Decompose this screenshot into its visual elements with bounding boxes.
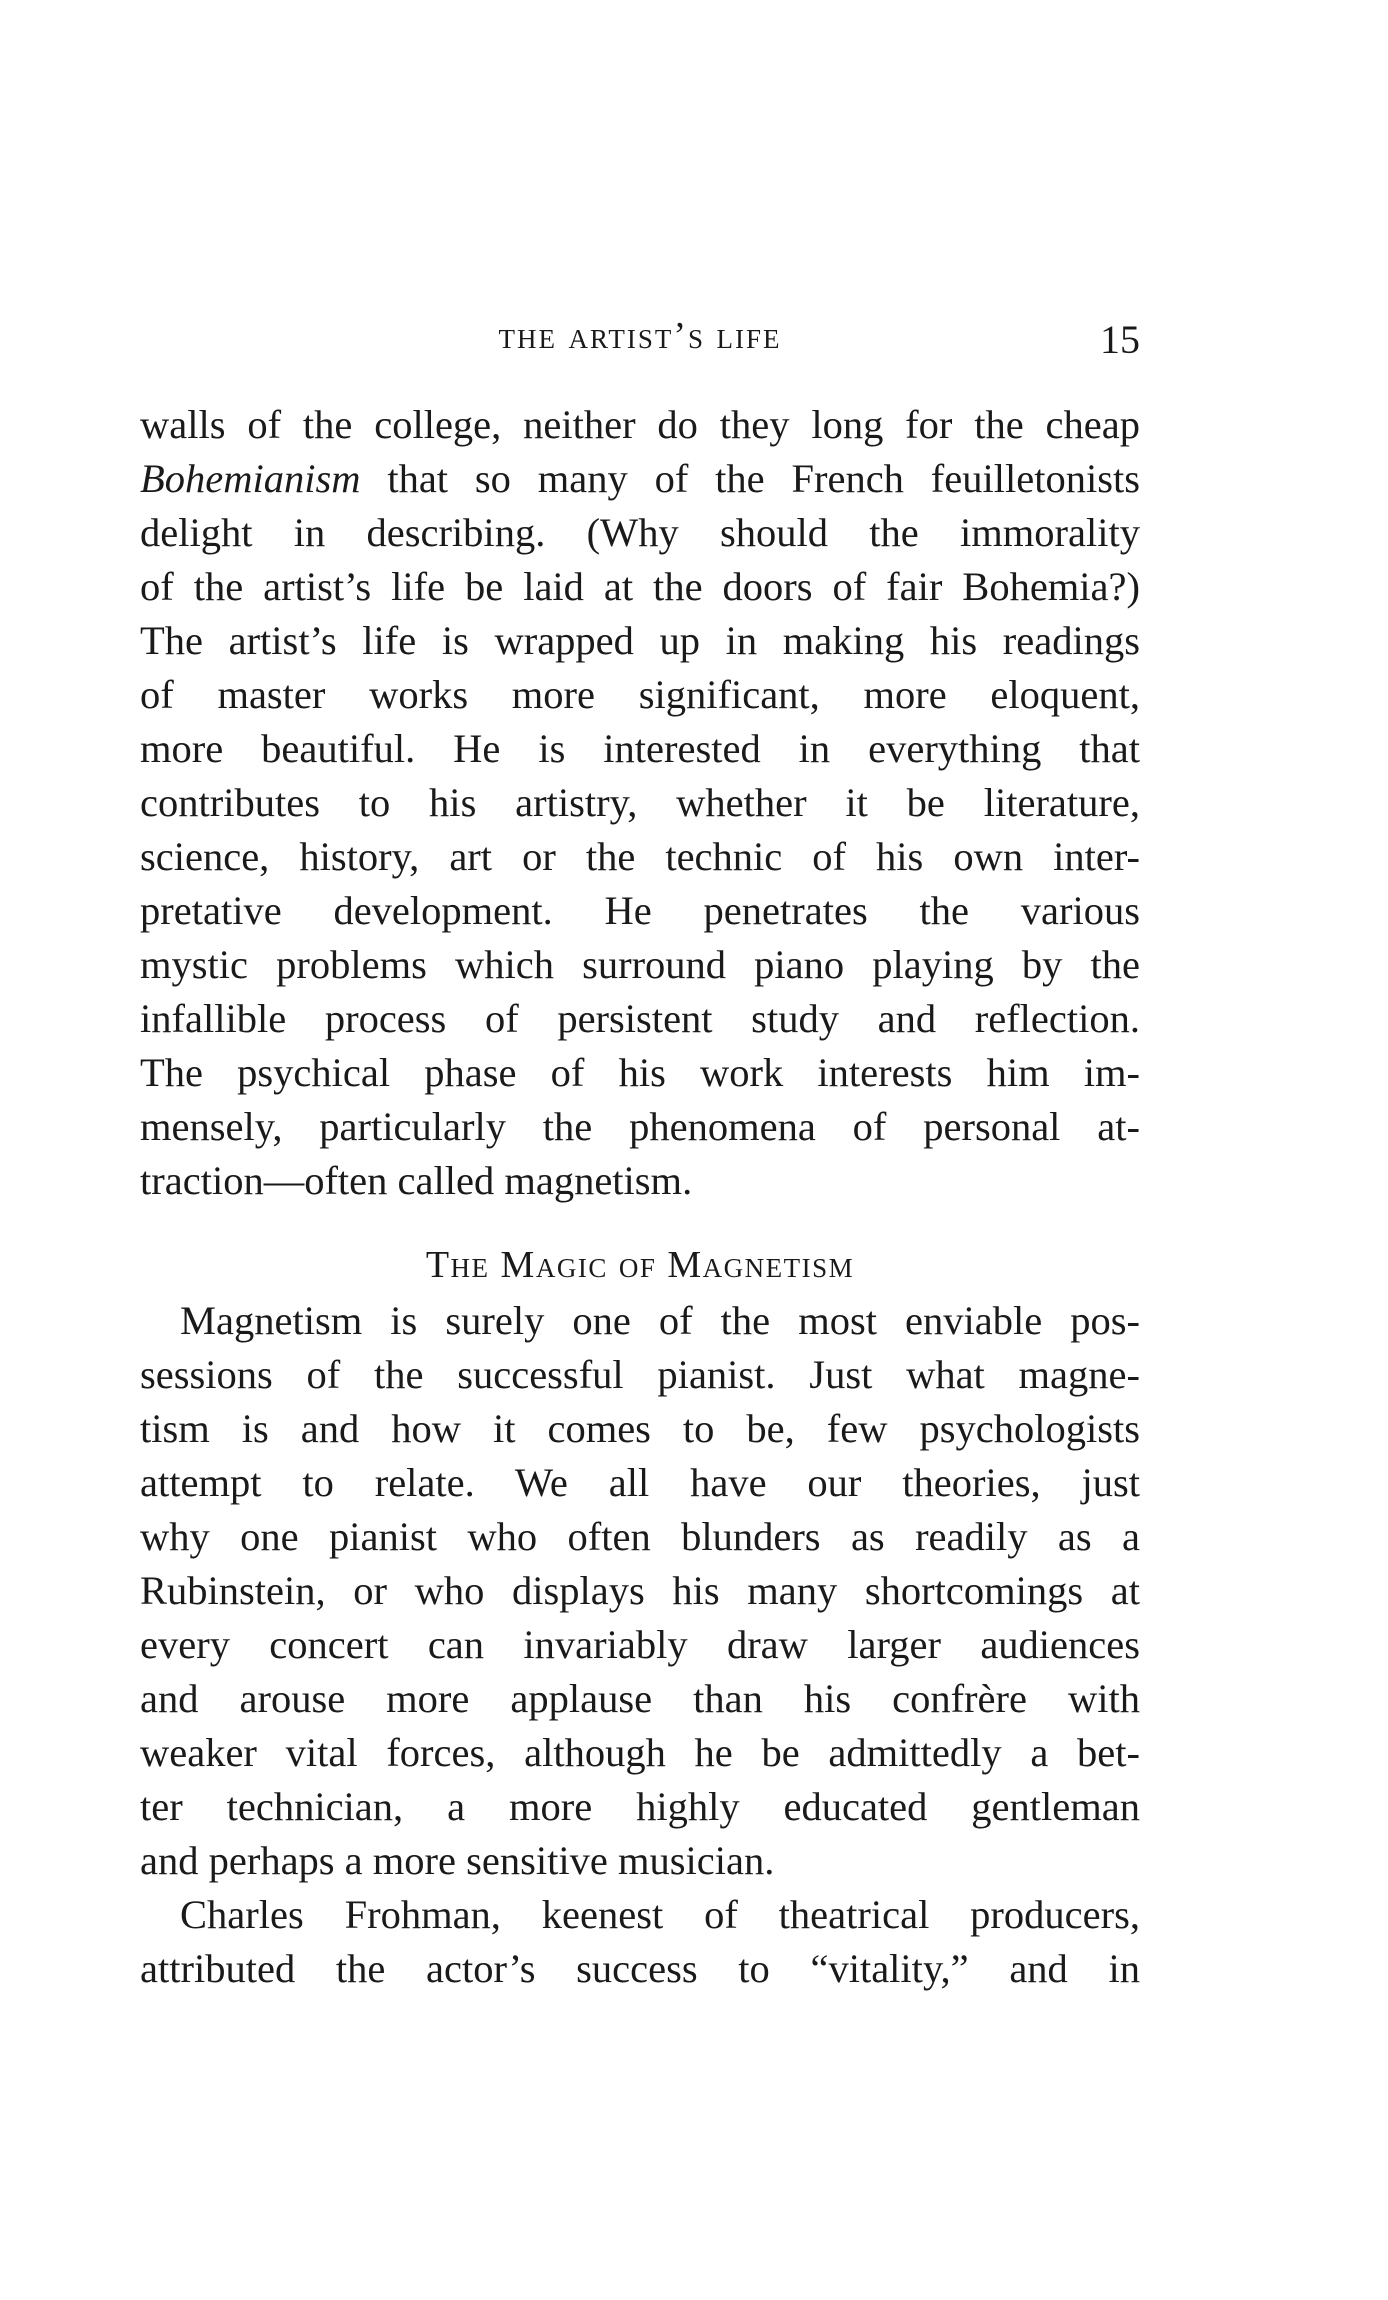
- text-line: mensely, particularly the phenomena of personal at-: [140, 1104, 1140, 1149]
- text-line: infallible process of persistent study and reflection.: [140, 996, 1140, 1041]
- running-head: [140, 314, 1140, 374]
- text-line: sessions of the successful pianist. Just what magne-: [140, 1352, 1140, 1397]
- text-line: of master works more significant, more eloquent,: [140, 672, 1140, 717]
- text-line: ter technician, a more highly educated gentleman: [140, 1784, 1140, 1829]
- text-line: Charles Frohman, keenest of theatrical producers,: [180, 1892, 1140, 1937]
- body-text: [140, 398, 1140, 1996]
- text-line-rest: that so many of the French feuilletonists: [387, 456, 1140, 501]
- text-line: weaker vital forces, although he be admittedly a bet-: [140, 1730, 1140, 1775]
- text-line: Magnetism is surely one of the most enviable pos-: [180, 1298, 1140, 1343]
- text-line: mystic problems which surround piano playing by the: [140, 942, 1140, 987]
- paragraph-3: [140, 1888, 1140, 1996]
- text-line: science, history, art or the technic of his own inter-: [140, 834, 1140, 879]
- text-line: and arouse more applause than his confrère with: [140, 1676, 1140, 1721]
- italic-word: Bohemianism: [140, 456, 361, 501]
- section-heading: The Magic of Magnetism: [425, 1244, 855, 1286]
- text-line: more beautiful. He is interested in everything that: [140, 726, 1140, 771]
- text-line: of the artist’s life be laid at the doors of fair Bohemia?): [140, 564, 1140, 609]
- text-line: Rubinstein, or who displays his many shortcomings at: [140, 1568, 1140, 1613]
- text-line: walls of the college, neither do they long for the cheap: [140, 402, 1140, 447]
- text-line: [140, 452, 1140, 506]
- text-line: and perhaps a more sensitive musician.: [140, 1838, 775, 1883]
- paragraph-2: [140, 1294, 1140, 1888]
- text-line: The psychical phase of his work interests him im-: [140, 1050, 1140, 1095]
- text-line: The artist’s life is wrapped up in making his readings: [140, 618, 1140, 663]
- text-line: pretative development. He penetrates the various: [140, 888, 1140, 933]
- text-line: attempt to relate. We all have our theories, just: [140, 1460, 1140, 1505]
- text-line: tism is and how it comes to be, few psychologists: [140, 1406, 1140, 1451]
- running-title: the artist’s life: [498, 315, 782, 357]
- text-line: contributes to his artistry, whether it be literature,: [140, 780, 1140, 825]
- text-line: traction—often called magnetism.: [140, 1158, 693, 1203]
- text-line: delight in describing. (Why should the immorality: [140, 510, 1140, 555]
- page-number: 15: [1100, 317, 1140, 362]
- text-line: why one pianist who often blunders as readily as a: [140, 1514, 1140, 1559]
- paragraph-1: [140, 398, 1140, 1208]
- text-line: every concert can invariably draw larger audiences: [140, 1622, 1140, 1667]
- text-line: attributed the actor’s success to “vitality,” and in: [140, 1946, 1140, 1991]
